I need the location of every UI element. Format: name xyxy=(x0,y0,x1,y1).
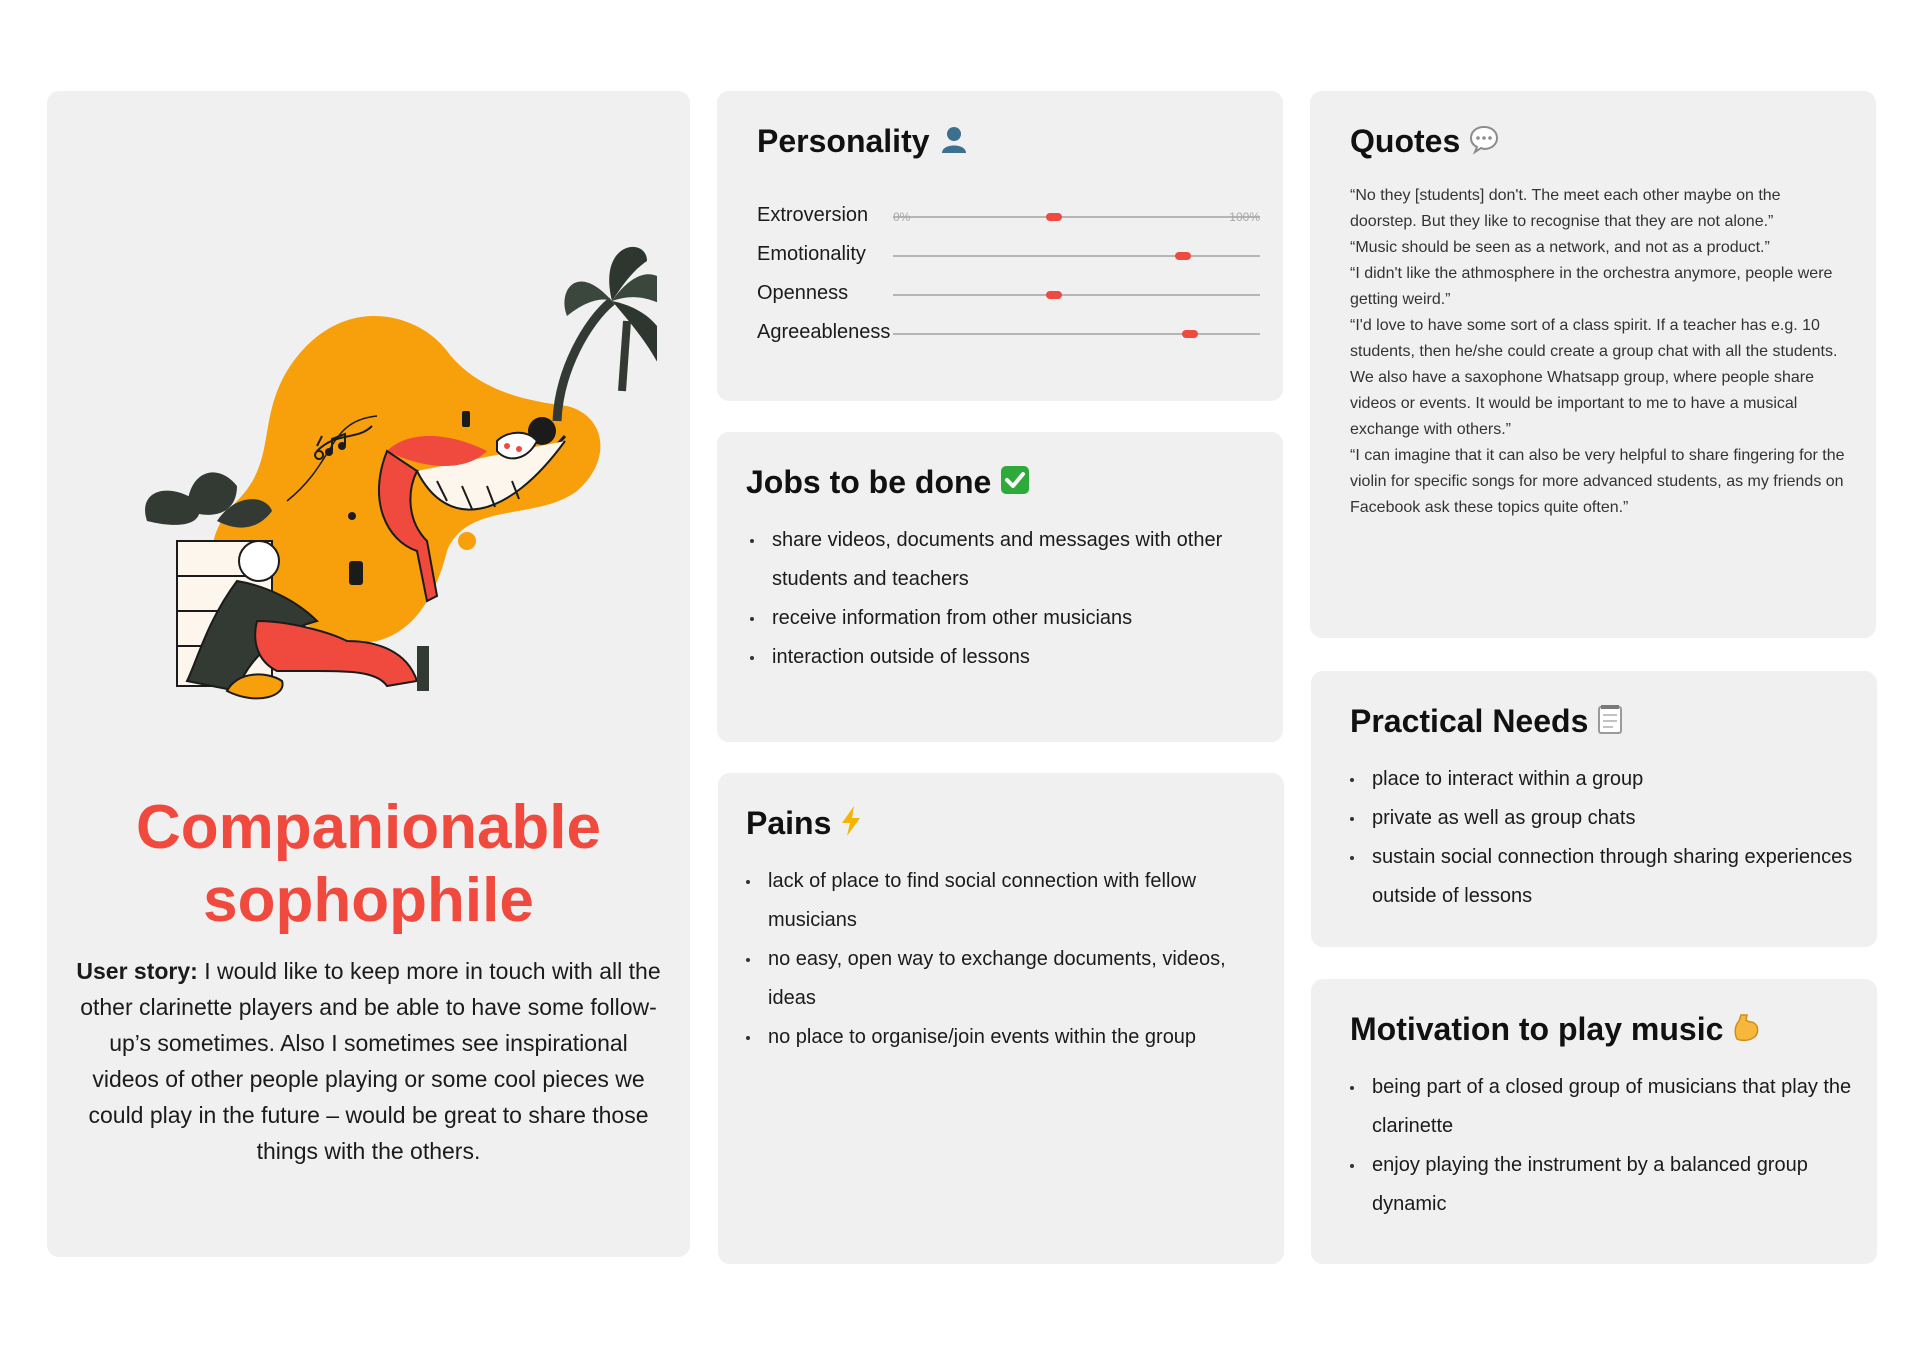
trait-slider-knob xyxy=(1046,291,1062,299)
trait-slider-track xyxy=(893,255,1260,257)
quote-item: “I didn't like the athmosphere in the orchestra anymore, people were getting weird.” xyxy=(1350,265,1833,308)
pains-title xyxy=(746,803,863,843)
persona-name-line2: sophophile xyxy=(203,866,534,935)
quote-item: “Music should be seen as a network, and not as a product.” xyxy=(1350,239,1770,256)
quotes-card xyxy=(1310,91,1876,638)
speech-bubble-icon xyxy=(1468,123,1500,155)
user-story xyxy=(75,953,662,1169)
trait-row xyxy=(757,201,1260,231)
list-item: receive information from other musicians xyxy=(745,599,1255,638)
persona-card xyxy=(47,91,690,1257)
jobs-card xyxy=(717,432,1283,742)
trait-label: Openness xyxy=(757,282,849,304)
persona-name xyxy=(47,791,690,937)
user-story-label: User story: xyxy=(76,958,198,984)
motivation-title xyxy=(1350,1009,1761,1049)
persona-illustration xyxy=(87,201,657,741)
trait-label: Extroversion xyxy=(757,204,869,226)
trait-slider-knob xyxy=(1046,213,1062,221)
list-item: share videos, documents and messages with other students and teachers xyxy=(745,521,1255,599)
check-mark-icon xyxy=(999,464,1031,496)
needs-list xyxy=(1345,760,1855,916)
trait-row xyxy=(757,240,1257,270)
trait-slider-knob xyxy=(1175,252,1191,260)
personality-title xyxy=(757,121,970,161)
needs-title-text: Practical Needs xyxy=(1350,703,1589,739)
list-item: no place to organise/join events within the group xyxy=(741,1018,1266,1057)
list-item: being part of a closed group of musicians that play the clarinette xyxy=(1345,1068,1855,1146)
list-item: no easy, open way to exchange documents, videos, ideas xyxy=(741,940,1266,1018)
trait-slider-track xyxy=(893,210,1260,224)
flexed-biceps-icon xyxy=(1731,1011,1761,1043)
trait-slider-track xyxy=(893,333,1260,335)
needs-card xyxy=(1311,671,1877,947)
trait-label: Agreeableness xyxy=(757,321,891,343)
trait-slider-knob xyxy=(1182,330,1198,338)
needs-title xyxy=(1350,701,1624,741)
trait-label: Emotionality xyxy=(757,243,866,265)
personality-title-text: Personality xyxy=(757,123,930,159)
list-item: enjoy playing the instrument by a balanced group dynamic xyxy=(1345,1146,1855,1224)
list-item: private as well as group chats xyxy=(1345,799,1855,838)
pains-card xyxy=(718,773,1284,1264)
bust-icon xyxy=(938,123,970,155)
trait-slider-track xyxy=(893,294,1260,296)
scale-min-label: 0% xyxy=(893,210,911,224)
list-item: sustain social connection through sharing experiences outside of lessons xyxy=(1345,838,1855,916)
pains-title-text: Pains xyxy=(746,805,832,841)
motivation-list xyxy=(1345,1068,1855,1224)
list-item: interaction outside of lessons xyxy=(745,638,1255,677)
quote-item: “I'd love to have some sort of a class spirit. If a teacher has e.g. 10 students, then he/she could create a group chat with all the students. We also have a saxophone Whatsapp group, where people share videos or events. It would be important to me to have a musical exchange with others.” xyxy=(1350,317,1838,438)
quote-item: “I can imagine that it can also be very helpful to share fingering for the violin for specific songs for more advanced students, as my friends on Facebook ask these topics quite often.” xyxy=(1350,447,1845,516)
trait-row xyxy=(757,318,1257,348)
personality-card xyxy=(717,91,1283,401)
quotes-title-text: Quotes xyxy=(1350,123,1461,159)
user-story-text: I would like to keep more in touch with all the other clarinette players and be able to have some follow-up’s sometimes. Also I sometimes see inspirational videos of other people playing or some cool pieces we could play in the future – would be great to share those things with the others. xyxy=(80,958,661,1164)
list-item: lack of place to find social connection with fellow musicians xyxy=(741,862,1266,940)
persona-name-line1: Companionable xyxy=(135,793,602,862)
motivation-title-text: Motivation to play music xyxy=(1350,1011,1724,1047)
quotes-list xyxy=(1350,183,1845,521)
trait-row xyxy=(757,279,1257,309)
jobs-list xyxy=(745,521,1255,677)
jobs-title-text: Jobs to be done xyxy=(746,464,992,500)
scale-max-label: 100% xyxy=(1229,210,1260,224)
lightning-icon xyxy=(839,805,863,837)
quote-item: “No they [students] don't. The meet each other maybe on the doorstep. But they like to recognise that they are not alone.” xyxy=(1350,187,1781,230)
motivation-card xyxy=(1311,979,1877,1264)
quotes-title xyxy=(1350,121,1500,161)
list-item: place to interact within a group xyxy=(1345,760,1855,799)
pains-list xyxy=(741,862,1266,1057)
notepad-icon xyxy=(1596,703,1624,735)
jobs-title xyxy=(746,462,1031,502)
